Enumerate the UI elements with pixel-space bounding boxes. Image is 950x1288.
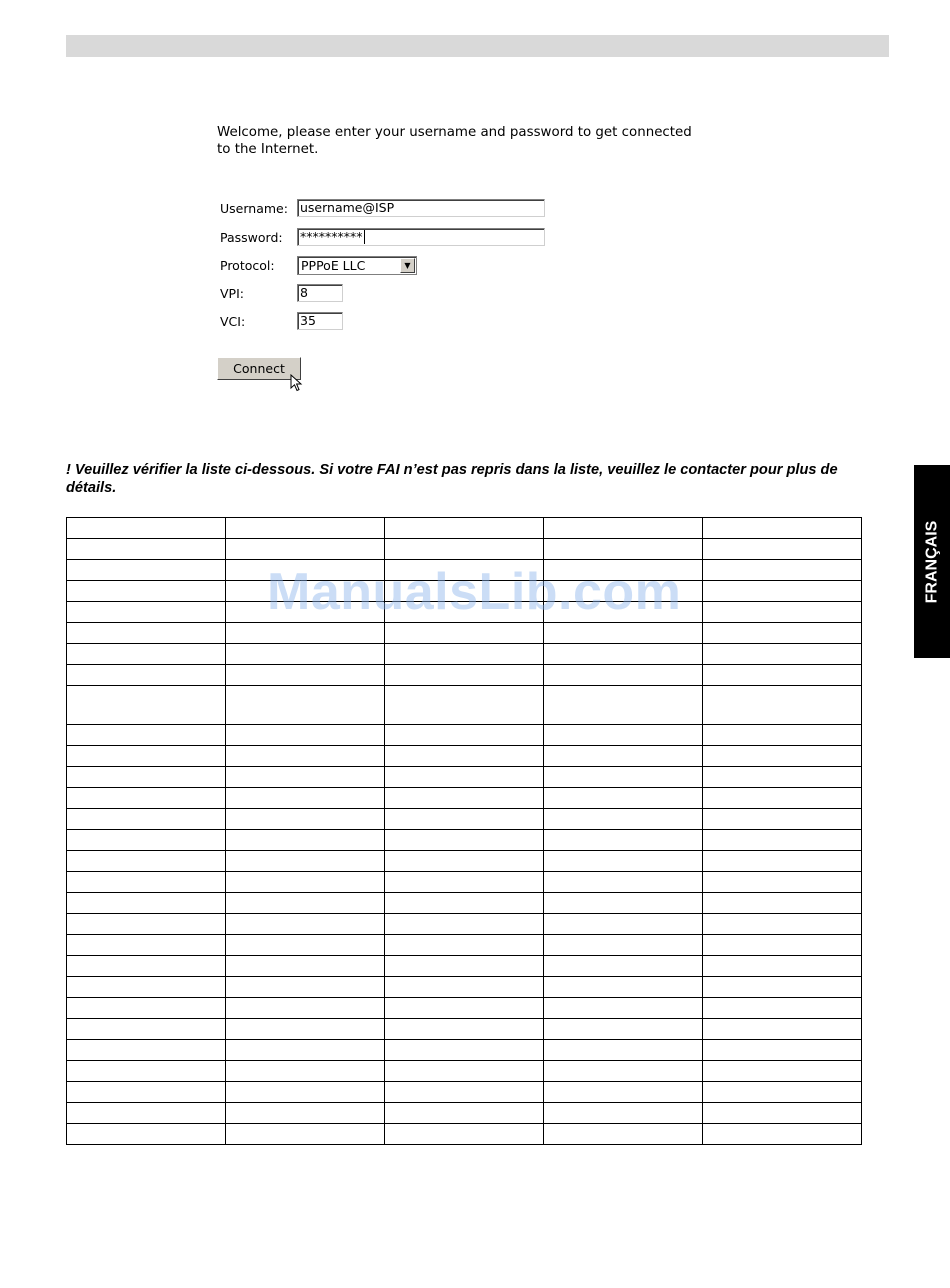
table-cell [703,893,862,914]
table-row [67,1061,862,1082]
table-cell [385,788,544,809]
table-cell [703,623,862,644]
table-cell [703,935,862,956]
table-cell [385,851,544,872]
table-cell [226,788,385,809]
table-cell [703,767,862,788]
table-cell [703,1061,862,1082]
table-cell [67,539,226,560]
table-row [67,809,862,830]
table-row [67,1040,862,1061]
password-value: ********** [300,229,363,244]
table-cell [67,1019,226,1040]
table-cell [226,851,385,872]
table-cell [385,1082,544,1103]
protocol-value: PPPoE LLC [301,257,366,273]
table-cell [385,644,544,665]
table-cell [385,1103,544,1124]
table-cell [226,830,385,851]
table-cell [226,998,385,1019]
table-cell [226,1082,385,1103]
table-cell [385,767,544,788]
table-cell [67,602,226,623]
table-cell [385,539,544,560]
table-cell [544,746,703,767]
table-row [67,1082,862,1103]
table-cell [544,623,703,644]
header-bar [66,35,889,57]
table-cell [544,539,703,560]
table-cell [226,581,385,602]
table-cell [226,518,385,539]
table-cell [703,851,862,872]
username-label: Username: [220,200,288,216]
table-cell [703,809,862,830]
username-row [220,197,545,219]
table-cell [385,935,544,956]
table-cell [544,830,703,851]
table-cell [385,602,544,623]
table-cell [544,686,703,725]
table-row [67,872,862,893]
table-cell [703,746,862,767]
table-cell [703,788,862,809]
table-cell [385,686,544,725]
table-cell [67,1082,226,1103]
table-cell [67,1040,226,1061]
table-row [67,581,862,602]
table-cell [67,1124,226,1145]
table-row [67,1124,862,1145]
table-cell [226,914,385,935]
table-cell [226,1103,385,1124]
table-cell [385,725,544,746]
table-cell [67,581,226,602]
table-cell [226,560,385,581]
table-row [67,998,862,1019]
table-row [67,914,862,935]
table-cell [544,644,703,665]
table-cell [544,998,703,1019]
table-cell [544,665,703,686]
table-row [67,1103,862,1124]
table-cell [544,1082,703,1103]
table-cell [544,1103,703,1124]
table-row [67,686,862,725]
table-cell [544,1124,703,1145]
table-cell [385,623,544,644]
table-cell [544,767,703,788]
table-cell [226,665,385,686]
table-cell [226,746,385,767]
table-cell [385,830,544,851]
table-cell [226,809,385,830]
vpi-input[interactable] [297,284,343,302]
password-row [220,226,545,248]
table-row [67,830,862,851]
table-cell [385,956,544,977]
table-cell [703,1040,862,1061]
table-cell [385,581,544,602]
table-cell [226,623,385,644]
table-cell [385,518,544,539]
table-cell [226,539,385,560]
table-cell [385,1061,544,1082]
table-cell [67,518,226,539]
table-cell [67,851,226,872]
vci-label: VCI: [220,313,246,329]
table-cell [67,935,226,956]
table-cell [226,935,385,956]
vci-value: 35 [300,313,316,328]
table-row [67,977,862,998]
table-cell [703,665,862,686]
table-row [67,935,862,956]
password-label: Password: [220,229,283,245]
protocol-select[interactable] [297,256,417,275]
table-cell [385,872,544,893]
table-cell [544,977,703,998]
table-cell [703,1103,862,1124]
table-row [67,788,862,809]
protocol-label: Protocol: [220,257,275,273]
table-cell [226,767,385,788]
vpi-value: 8 [300,285,308,300]
table-cell [703,998,862,1019]
table-cell [385,560,544,581]
welcome-text: Welcome, please enter your username and password to get connected to the Internet. [217,125,692,157]
table-cell [703,560,862,581]
table-cell [703,956,862,977]
table-row [67,644,862,665]
mouse-pointer-icon [290,374,304,392]
table-cell [67,725,226,746]
table-cell [703,914,862,935]
table-row [67,539,862,560]
table-cell [703,1124,862,1145]
table-cell [544,914,703,935]
vpi-label: VPI: [220,285,244,301]
table-cell [67,686,226,725]
table-cell [385,977,544,998]
table-cell [226,1019,385,1040]
table-cell [703,518,862,539]
table-cell [544,851,703,872]
table-cell [226,977,385,998]
table-cell [385,893,544,914]
table-cell [385,746,544,767]
table-cell [544,935,703,956]
table-cell [67,644,226,665]
table-cell [544,1040,703,1061]
table-cell [226,725,385,746]
vci-input[interactable] [297,312,343,330]
table-cell [67,788,226,809]
protocol-row [220,254,417,276]
table-cell [544,893,703,914]
isp-table [66,517,862,1145]
login-panel [217,124,777,376]
table-cell [67,1103,226,1124]
chevron-down-icon[interactable]: ▼ [400,258,415,273]
table-cell [385,1124,544,1145]
table-cell [703,686,862,725]
username-input[interactable] [297,199,545,217]
table-cell [544,602,703,623]
table-cell [67,746,226,767]
table-cell [544,725,703,746]
table-row [67,665,862,686]
table-cell [385,1019,544,1040]
table-cell [544,581,703,602]
table-cell [385,665,544,686]
table-cell [544,956,703,977]
table-cell [226,1061,385,1082]
table-row [67,1019,862,1040]
table-cell [67,1061,226,1082]
table-cell [67,872,226,893]
table-cell [703,830,862,851]
table-cell [67,830,226,851]
table-cell [67,998,226,1019]
table-cell [544,1019,703,1040]
table-cell [226,686,385,725]
table-cell [544,809,703,830]
table-row [67,560,862,581]
table-cell [226,893,385,914]
password-input[interactable] [297,228,545,246]
table-cell [67,956,226,977]
table-cell [703,977,862,998]
table-cell [67,977,226,998]
table-row [67,851,862,872]
vpi-row [220,282,343,304]
table-cell [544,518,703,539]
table-cell [67,665,226,686]
table-cell [703,581,862,602]
table-row [67,767,862,788]
language-label: FRANÇAIS [923,520,941,603]
table-row [67,725,862,746]
table-cell [544,872,703,893]
table-cell [67,767,226,788]
table-cell [385,914,544,935]
table-cell [385,998,544,1019]
table-cell [544,1061,703,1082]
connect-button[interactable]: Connect [217,357,301,380]
table-cell [67,893,226,914]
table-row [67,893,862,914]
table-row [67,746,862,767]
table-cell [226,1124,385,1145]
isp-note: ! Veuillez vérifier la liste ci-dessous. Si votre FAI n’est pas repris dans la liste, veuillez le contacter pour plus de détails. [66,462,838,496]
table-cell [226,644,385,665]
language-tab [914,465,950,658]
text-cursor [364,230,365,244]
watermark: ManualsLib.com [267,563,682,621]
table-cell [544,788,703,809]
table-cell [67,623,226,644]
username-value: username@ISP [300,200,395,215]
table-cell [226,1040,385,1061]
table-cell [67,809,226,830]
table-cell [226,602,385,623]
table-cell [703,644,862,665]
table-cell [544,560,703,581]
table-cell [703,872,862,893]
table-cell [226,872,385,893]
table-cell [226,956,385,977]
table-cell [67,914,226,935]
table-cell [703,539,862,560]
table-cell [385,1040,544,1061]
table-row [67,956,862,977]
table-row [67,518,862,539]
table-cell [703,1019,862,1040]
vci-row [220,310,343,332]
table-row [67,602,862,623]
table-cell [67,560,226,581]
table-cell [703,602,862,623]
table-cell [385,809,544,830]
table-cell [703,725,862,746]
table-cell [703,1082,862,1103]
table-row [67,623,862,644]
